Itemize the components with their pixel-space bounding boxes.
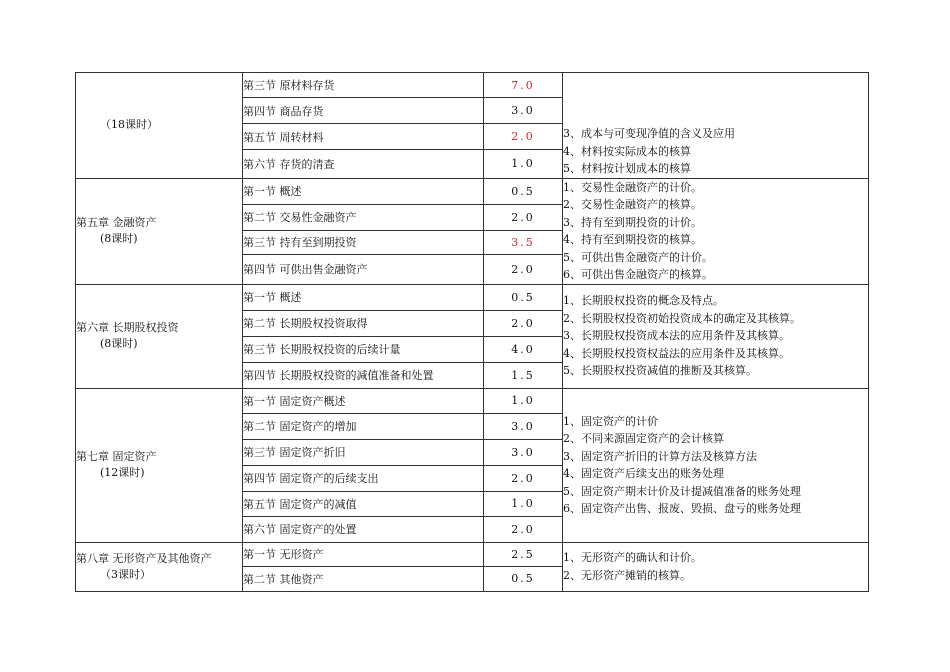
objectives-cell [563,542,869,591]
chapter-cell [76,542,243,591]
table-row [76,284,869,310]
section-hours: 2.0 [484,124,563,150]
objective-item: 3、长期股权投资成本法的应用条件及其核算。 [563,329,790,343]
objective-item: 5、可供出售金融资产的计价。 [563,250,713,264]
objectives-cell [563,73,869,179]
section-hours: 7.0 [484,73,563,98]
section-hours: 1.5 [484,362,563,388]
section-hours: 2.0 [484,516,563,542]
section-name: 第一节 概述 [243,284,484,310]
section-hours: 3.0 [484,413,563,439]
chapter-cell [76,73,243,179]
section-name: 第一节 无形资产 [243,542,484,566]
section-hours: 0.5 [484,178,563,204]
objective-item: 5、固定资产期末计价及计提减值准备的账务处理 [563,484,801,498]
section-hours: 3.5 [484,230,563,254]
section-name: 第二节 交易性金融资产 [243,204,484,230]
objective-item: 6、可供出售金融资产的核算。 [563,268,713,281]
objective-item: 2、不同来源固定资产的会计核算 [563,432,724,445]
objective-item: 1、长期股权投资的概念及特点。 [563,294,724,308]
objective-item: 5、长期股权投资减值的推断及其核算。 [563,364,757,378]
objective-item: 4、材料按实际成本的核算 [563,144,691,158]
objective-item: 1、固定资产的计价 [563,414,658,428]
section-name: 第四节 固定资产的后续支出 [243,465,484,491]
objectives-cell [563,284,869,388]
section-name: 第六节 存货的清查 [243,150,484,178]
section-hours: 1.0 [484,491,563,516]
objective-item: 3、持有至到期投资的计价。 [563,215,702,229]
objectives-cell [563,388,869,542]
table-row [76,388,869,413]
section-name: 第二节 其他资产 [243,566,484,591]
chapter-hours: (12课时) [100,466,145,479]
section-hours: 3.0 [484,439,563,465]
chapter-cell [76,178,243,284]
section-hours: 1.0 [484,150,563,178]
section-hours: 0.5 [484,284,563,310]
section-hours: 2.0 [484,254,563,284]
section-hours: 0.5 [484,566,563,591]
chapter-title: 第七章 固定资产 [76,450,157,463]
section-name: 第四节 商品存货 [243,98,484,124]
section-name: 第三节 长期股权投资的后续计量 [243,336,484,362]
syllabus-table-body [76,73,869,592]
section-hours: 2.5 [484,542,563,566]
table-row [76,542,869,566]
objective-item: 1、无形资产的确认和计价。 [563,551,702,564]
objective-item: 2、长期股权投资初始投资成本的确定及其核算。 [563,311,801,325]
section-name: 第二节 固定资产的增加 [243,413,484,439]
objective-item: 4、固定资产后续支出的账务处理 [563,467,724,480]
chapter-hours: (8课时) [100,337,138,350]
section-name: 第三节 固定资产折旧 [243,439,484,465]
objective-item: 5、材料按计划成本的核算 [563,162,691,175]
objective-item: 2、交易性金融资产的核算。 [563,198,702,211]
chapter-title: 第六章 长期股权投资 [76,321,179,334]
section-name: 第五节 固定资产的减值 [243,491,484,516]
objective-item: 4、持有至到期投资的核算。 [563,233,702,246]
section-name: 第一节 概述 [243,178,484,204]
section-name: 第五节 周转材料 [243,124,484,150]
section-name: 第三节 持有至到期投资 [243,230,484,254]
syllabus-table [75,72,869,592]
chapter-hours: （18课时） [100,118,158,132]
objective-item: 3、成本与可变现净值的含义及应用 [563,127,735,140]
chapter-title: 第八章 无形资产及其他资产 [76,551,212,565]
section-hours: 1.0 [484,388,563,413]
chapter-hours: (8课时) [100,232,138,245]
section-name: 第六节 固定资产的处置 [243,516,484,542]
chapter-cell [76,388,243,542]
objectives-cell [563,178,869,284]
objective-item: 2、无形资产摊销的核算。 [563,568,691,582]
section-hours: 3.0 [484,98,563,124]
section-hours: 2.0 [484,310,563,336]
table-row [76,178,869,204]
objective-item: 1、交易性金融资产的计价。 [563,180,702,194]
objective-item: 6、固定资产出售、报废、毁损、盘亏的账务处理 [563,502,801,515]
table-row [76,73,869,98]
section-name: 第四节 长期股权投资的减值准备和处置 [243,362,484,388]
section-hours: 2.0 [484,204,563,230]
chapter-title: 第五章 金融资产 [76,216,157,229]
objective-item: 4、长期股权投资权益法的应用条件及其核算。 [563,346,790,360]
section-hours: 4.0 [484,336,563,362]
section-name: 第四节 可供出售金融资产 [243,254,484,284]
section-hours: 2.0 [484,465,563,491]
section-name: 第一节 固定资产概述 [243,388,484,413]
section-name: 第二节 长期股权投资取得 [243,310,484,336]
objective-item: 3、固定资产折旧的计算方法及核算方法 [563,449,757,463]
chapter-hours: （3课时） [100,567,151,581]
section-name: 第三节 原材料存货 [243,73,484,98]
chapter-cell [76,284,243,388]
